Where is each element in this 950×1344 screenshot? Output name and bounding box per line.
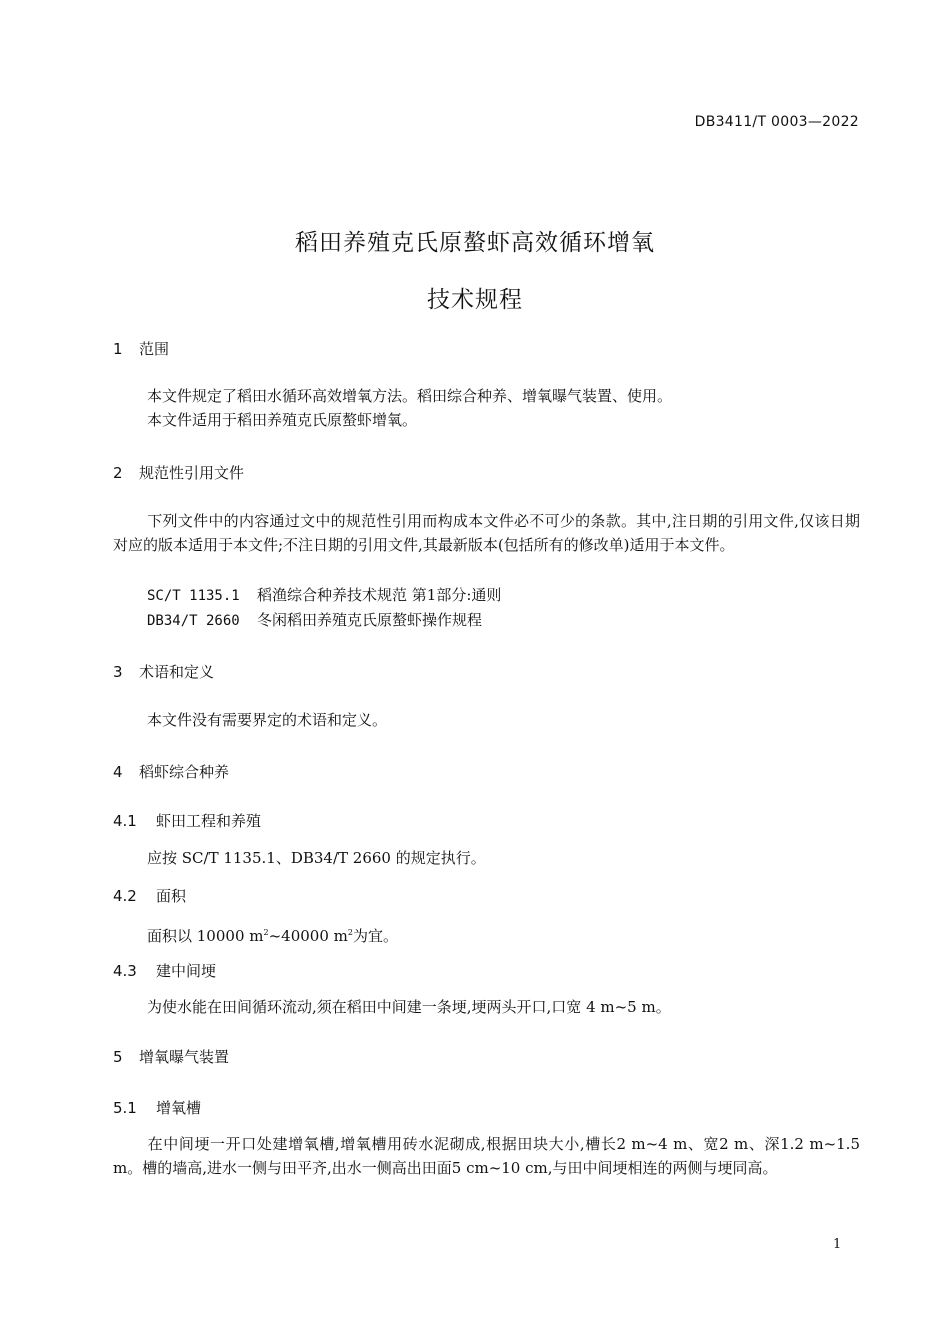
subsection-4-2-heading	[113, 885, 186, 906]
document-title-line-2: 技术规程	[427, 287, 523, 313]
subsection-title: 虾田工程和养殖	[156, 812, 262, 830]
section-number: 1	[113, 340, 123, 358]
page-number: 1	[833, 1237, 842, 1252]
subsection-5-1-heading	[113, 1097, 201, 1118]
subsection-5-1-paragraph	[113, 1132, 860, 1180]
superscript: 2	[263, 928, 269, 937]
section-3-heading	[113, 661, 214, 682]
subsection-number: 5.1	[113, 1099, 137, 1117]
section-2-paragraph	[113, 509, 860, 557]
section-title: 术语和定义	[139, 663, 215, 681]
subsection-number: 4.2	[113, 887, 137, 905]
section-number: 5	[113, 1048, 123, 1066]
paragraph-text: 下列文件中的内容通过文中的规范性引用而构成本文件必不可少的条款。其中,注日期的引用文件,仅该日期对应的版本适用于本文件;不注日期的引用文件,其最新版本(包括所有的修改单)适用于本文件。	[113, 512, 860, 554]
area-text-pre: 面积以 10000 m	[147, 927, 264, 945]
subsection-number: 4.1	[113, 812, 137, 830]
subsection-4-1-paragraph: 应按 SC/T 1135.1、DB34/T 2660 的规定执行。	[147, 849, 486, 867]
section-number: 3	[113, 663, 123, 681]
reference-code: SC/T 1135.1	[147, 588, 240, 604]
section-1-paragraph-2: 本文件适用于稻田养殖克氏原螯虾增氧。	[147, 411, 418, 429]
section-1-heading	[113, 338, 169, 359]
section-number: 4	[113, 763, 123, 781]
area-text-mid: ~40000 m	[268, 927, 348, 945]
normative-reference	[147, 609, 482, 630]
section-title: 增氧曝气装置	[139, 1048, 230, 1066]
reference-title: 稻渔综合种养技术规范 第1部分:通则	[257, 586, 502, 604]
section-title: 规范性引用文件	[139, 464, 245, 482]
section-title: 稻虾综合种养	[139, 763, 230, 781]
subsection-4-3-paragraph: 为使水能在田间循环流动,须在稻田中间建一条埂,埂两头开口,口宽 4 m~5 m。	[147, 998, 671, 1016]
section-1-paragraph-1: 本文件规定了稻田水循环高效增氧方法。稻田综合种养、增氧曝气装置、使用。	[147, 387, 673, 405]
paragraph-text: 在中间埂一开口处建增氧槽,增氧槽用砖水泥砌成,根据田块大小,槽长2 m~4 m、宽2 m、深1.2 m~1.5 m。槽的墙高,进水一侧与田平齐,出水一侧高出田面5 cm~10 cm,与田中间埂相连的两侧与埂同高。	[113, 1135, 860, 1177]
section-title: 范围	[139, 340, 170, 358]
section-2-heading	[113, 462, 244, 483]
superscript: 2	[347, 928, 353, 937]
document-title-line-1: 稻田养殖克氏原螯虾高效循环增氧	[295, 230, 655, 256]
section-4-heading	[113, 761, 229, 782]
section-3-paragraph: 本文件没有需要界定的术语和定义。	[147, 711, 388, 729]
subsection-4-3-heading	[113, 960, 216, 981]
section-number: 2	[113, 464, 123, 482]
reference-title: 冬闲稻田养殖克氏原螯虾操作规程	[257, 611, 483, 629]
subsection-title: 建中间埂	[156, 962, 217, 980]
subsection-4-1-heading	[113, 810, 261, 831]
section-5-heading	[113, 1046, 229, 1067]
reference-code: DB34/T 2660	[147, 613, 240, 629]
document-number: DB3411/T 0003—2022	[694, 114, 859, 130]
area-text-post: 为宜。	[352, 927, 398, 945]
subsection-4-2-paragraph	[147, 921, 398, 948]
subsection-title: 增氧槽	[156, 1099, 202, 1117]
normative-reference	[147, 584, 501, 605]
subsection-title: 面积	[156, 887, 187, 905]
subsection-number: 4.3	[113, 962, 137, 980]
